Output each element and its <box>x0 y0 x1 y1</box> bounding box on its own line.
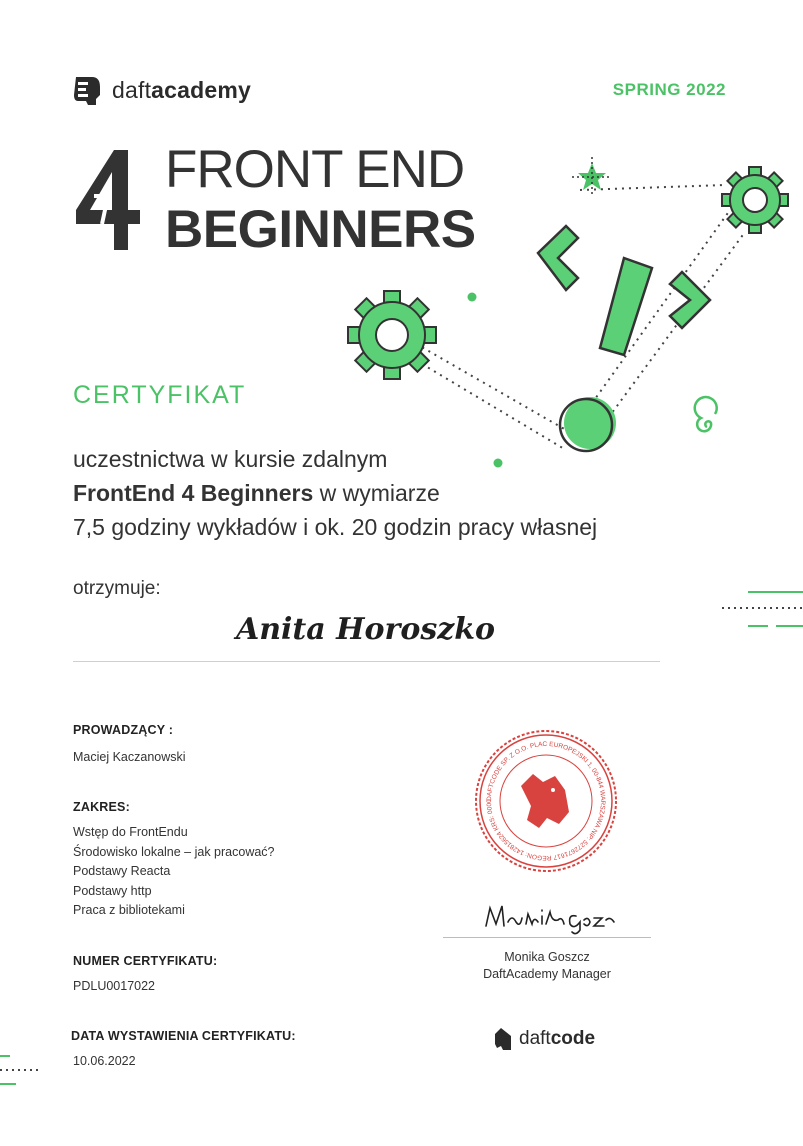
issue-date-label: DATA WYSTAWIENIA CERTYFIKATU: <box>71 1029 296 1043</box>
stamp-text: DAFTCODE SP. Z O.O. PLAC EUROPEJSKI 1, 00-844 WARSZAWA NIP: 5272671617 REGON: 142815624 KRS: 0000 <box>485 740 607 862</box>
scope-list <box>73 823 275 921</box>
course-title-line-2: BEGINNERS <box>165 200 476 259</box>
daftcode-name-light: daft <box>519 1028 551 1049</box>
scope-item: Podstawy http <box>73 883 152 898</box>
brand-name <box>112 77 251 104</box>
description-line-1: uczestnictwa w kursie zdalnym <box>73 446 388 472</box>
gear-icon <box>722 167 788 233</box>
recipient-underline <box>73 661 660 662</box>
brand-name-light: daft <box>112 76 152 103</box>
signer-name: Monika Goszcz <box>504 950 590 964</box>
instructor-name: Maciej Kaczanowski <box>73 750 186 764</box>
scope-label: ZAKRES: <box>73 800 130 814</box>
daftcode-name-bold: code <box>550 1028 596 1049</box>
description-line-3: 7,5 godziny wykładów i ok. 20 godzin pracy własnej <box>73 514 598 540</box>
code-brackets-icon <box>538 226 710 355</box>
instructor-label: PROWADZĄCY : <box>73 723 174 737</box>
daftcode-logo-icon <box>493 1026 513 1052</box>
course-title-line-1: FRONT END <box>165 140 465 199</box>
spiral-icon <box>695 397 717 431</box>
scope-item: Podstawy Reacta <box>73 864 171 878</box>
company-stamp <box>473 728 619 874</box>
certificate-number-label: NUMER CERTYFIKATU: <box>73 954 218 968</box>
star-icon <box>572 157 612 197</box>
signature <box>480 896 620 936</box>
certificate-heading: CERTYFIKAT <box>73 381 247 409</box>
daftacademy-logo-icon <box>70 73 104 107</box>
description-line-2 <box>73 477 440 509</box>
scope-item: Wstęp do FrontEndu <box>73 825 188 839</box>
daftcode-logo <box>493 1026 595 1052</box>
scope-item: Środowisko lokalne – jak pracować? <box>73 844 275 859</box>
left-edge-decoration <box>0 1052 40 1092</box>
recipient-name: Anita Horoszko <box>235 612 496 647</box>
gear-icon <box>348 291 436 379</box>
description-line-2-rest: w wymiarze <box>313 480 440 506</box>
daftcode-dog-icon <box>521 774 569 828</box>
circle-node <box>560 397 616 451</box>
course-name: FrontEnd 4 Beginners <box>73 480 314 506</box>
edition-label: SPRING 2022 <box>612 80 726 99</box>
signature-line <box>443 937 651 938</box>
certificate-number: PDLU0017022 <box>73 979 156 993</box>
right-edge-decoration <box>720 588 803 632</box>
issue-date: 10.06.2022 <box>73 1054 136 1068</box>
illustration <box>330 150 800 480</box>
signer-role: DaftAcademy Manager <box>483 967 611 981</box>
receives-label: otrzymuje: <box>73 578 161 599</box>
daftcode-name <box>519 1028 595 1050</box>
brand-name-bold: academy <box>151 76 252 103</box>
daftacademy-logo <box>70 72 251 108</box>
four-icon <box>72 146 150 256</box>
scope-item: Praca z bibliotekami <box>73 903 185 917</box>
